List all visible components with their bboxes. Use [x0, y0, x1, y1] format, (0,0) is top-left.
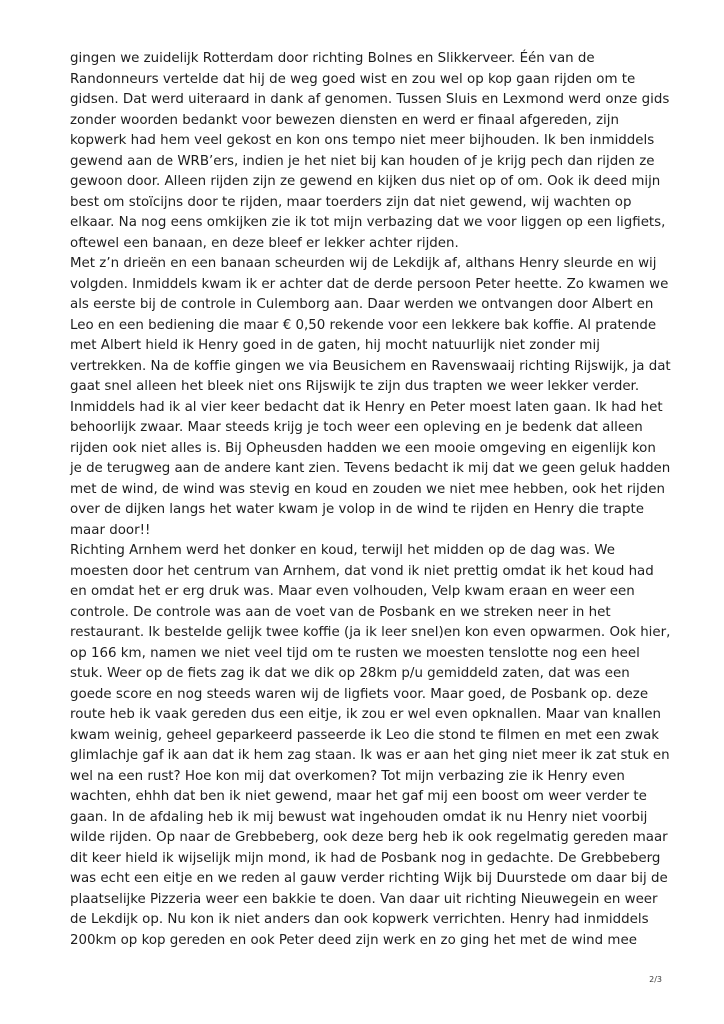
text-line: controle. De controle was aan de voet van de Posbank en we streken neer in het	[70, 604, 611, 620]
text-line: plaatselijke Pizzeria weer een bakkie te doen. Van daar uit richting Nieuwegein en weer	[70, 891, 658, 907]
text-line: gewoon door. Alleen rijden zijn ze gewend en kijken dus niet op of om. Ook ik deed mijn	[70, 174, 661, 189]
text-line: oftewel een banaan, en deze bleef er lekker achter rijden.	[70, 235, 459, 251]
text-line: gaat snel alleen het bleek niet ons Rijswijk te zijn dus trapten we weer lekker verder.	[70, 379, 640, 394]
text-line: rijden ook niet alles is. Bij Opheusden hadden we een mooie omgeving en eigenlijk kon	[70, 440, 656, 456]
text-line: was echt een eitje en we reden al gauw verder richting Wijk bij Duurstede om daar bij de	[70, 871, 668, 886]
text-line: Richting Arnhem werd het donker en koud, terwijl het midden op de dag was. We	[70, 543, 615, 558]
text-line: als eerste bij de controle in Culemborg aan. Daar werden we ontvangen door Albert en	[70, 297, 654, 312]
text-line: gewend aan de WRB’ers, indien je het niet bij kan houden of je krijg pech dan rijden ze	[70, 153, 655, 169]
text-line: wachten, ehhh dat ben ik niet gewend, maar het gaf mij een boost om weer verder te	[70, 789, 647, 804]
text-line: best om stoïcijns door te rijden, maar toerders zijn dat niet gewend, wij wachten op	[70, 194, 632, 210]
text-line: glimlachje gaf ik aan dat ik hem zag staan. Ik was er aan het ging niet meer ik zat stuk en	[70, 748, 670, 763]
text-line: dit keer hield ik wijselijk mijn mond, ik had de Posbank nog in gedachte. De Grebbeberg	[70, 850, 661, 866]
text-line: maar door!!	[70, 522, 151, 538]
text-line: route heb ik vaak gereden dus een eitje, ik zou er wel even opknallen. Maar van knallen	[70, 707, 662, 722]
text-line: op 166 km, namen we niet veel tijd om te rusten we moesten tenslotte nog een heel	[70, 645, 640, 661]
text-line: behoorlijk zwaar. Maar steeds krijg je toch weer een opleving en je bedenk dat alleen	[70, 420, 643, 435]
text-line: goede score en nog steeds waren wij de ligfiets voor. Maar goed, de Posbank op. deze	[70, 686, 649, 702]
text-line: en omdat het er erg druk was. Maar even volhouden, Velp kwam eraan en weer een	[70, 584, 635, 599]
text-line: gaan. In de afdaling heb ik mij bewust wat ingehouden omdat ik nu Henry niet voorbij	[70, 809, 648, 825]
text-line: restaurant. Ik bestelde gelijk twee koffie (ja ik leer snel)en kon even opwarmen. Ook hier,	[70, 625, 671, 640]
text-line: elkaar. Na nog eens omkijken zie ik tot mijn verbazing dat we voor liggen op een ligfiets,	[70, 215, 666, 230]
text-line: kwam weinig, geheel geparkeerd passeerde ik Leo die stond te filmen en met een zwak	[70, 727, 660, 743]
text-line: Leo en een bediening die maar € 0,50 rekende voor een lekkere bak koffie. Al pratende	[70, 317, 657, 333]
page-number: 2/3	[649, 975, 662, 984]
text-line: Randonneurs vertelde dat hij de weg goed wist en zou wel op kop gaan rijden om te	[70, 71, 636, 87]
text-line: gidsen. Dat werd uiteraard in dank af genomen. Tussen Sluis en Lexmond werd onze gids	[70, 92, 670, 107]
text-line: wilde rijden. Op naar de Grebbeberg, ook deze berg heb ik ook regelmatig gereden maar	[70, 830, 668, 845]
text-line: stuk. Weer op de fiets zag ik dat we dik op 28km p/u gemiddeld zaten, dat was een	[70, 666, 630, 681]
text-line: Met z’n drieën en een banaan scheurden wij de Lekdijk af, althans Henry sleurde en wij	[70, 256, 657, 271]
text-line: met de wind, de wind was stevig en koud en zouden we niet mee hebben, ook het rijden	[70, 481, 665, 497]
text-line: Inmiddels had ik al vier keer bedacht dat ik Henry en Peter moest laten gaan. Ik had het	[70, 399, 663, 415]
text-line: moesten door het centrum van Arnhem, dat vond ik niet prettig omdat ik het koud had	[70, 563, 654, 579]
text-line: wel na een rust? Hoe kon mij dat overkomen? Tot mijn verbazing zie ik Henry even	[70, 768, 625, 784]
text-line: met Albert hield ik Henry goed in de gaten, hij mocht natuurlijk niet zonder mij	[70, 338, 600, 353]
text-line: je de terugweg aan de andere kant zien. Tevens bedacht ik mij dat we geen geluk hadden	[70, 461, 671, 476]
text-line: de Lekdijk op. Nu kon ik niet anders dan ook kopwerk verrichten. Henry had inmiddels	[70, 912, 649, 927]
text-line: vertrekken. Na de koffie gingen we via Beusichem en Ravenswaaij richting Rijswijk, ja dat	[70, 358, 671, 374]
text-line: kopwerk had hem veel gekost en kon ons tempo niet meer bijhouden. Ik ben inmiddels	[70, 133, 655, 148]
text-line: zonder woorden bedankt voor bewezen diensten en werd er finaal afgereden, zijn	[70, 112, 619, 128]
text-line: over de dijken langs het water kwam je volop in de wind te rijden en Henry die trapte	[70, 502, 644, 517]
text-line: gingen we zuidelijk Rotterdam door richting Bolnes en Slikkerveer. Één van de	[70, 51, 595, 66]
text-line: 200km op kop gereden en ook Peter deed zijn werk en zo ging het met de wind mee	[70, 932, 637, 948]
text-line: volgden. Inmiddels kwam ik er achter dat de derde persoon Peter heette. Zo kwamen we	[70, 276, 669, 292]
body-text	[70, 49, 670, 951]
